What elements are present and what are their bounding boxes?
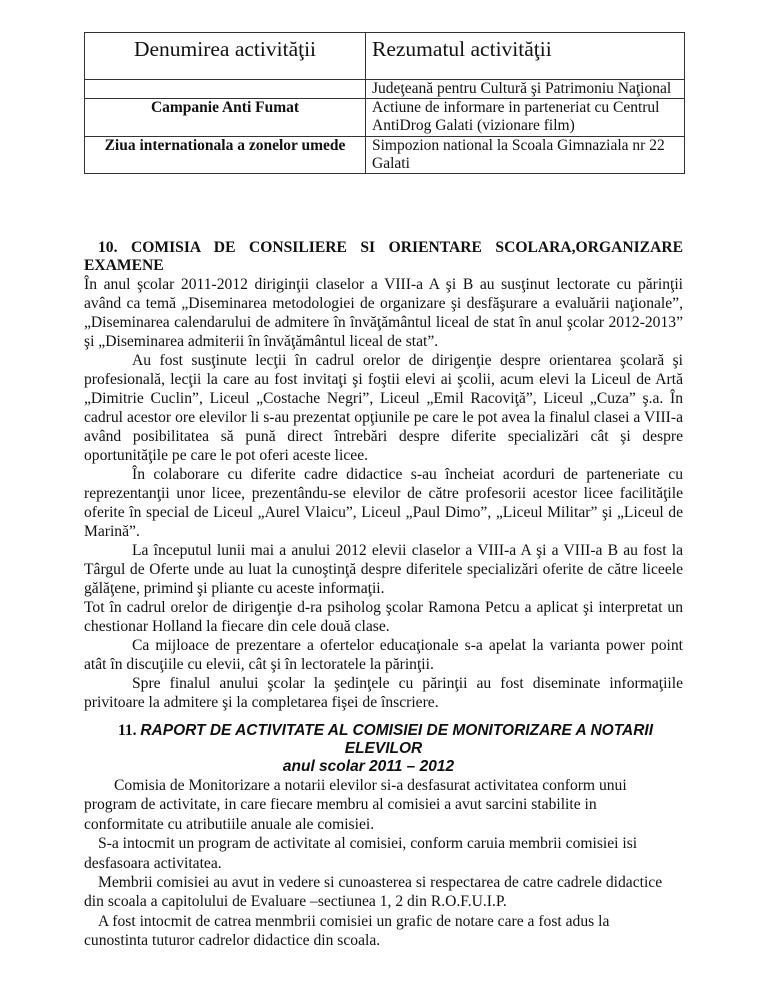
paragraph: Comisia de Monitorizare a notarii elevilor si-a desfasurat activitatea conform unui program de activitate, in care fiecare membru al comisiei a avut sarcini stabilite in conformitate cu atributiile anuale ale comisiei. [84, 777, 627, 833]
section-11-number: 11. [117, 722, 137, 739]
section-11-heading-line1: RAPORT DE ACTIVITATE AL COMISIEI DE MONITORIZARE A NOTARII [140, 722, 654, 739]
activity-name: Ziua internationala a zonelor umede [85, 137, 366, 174]
activity-summary: Judeţeană pentru Cultură şi Patrimoniu Naţional [366, 80, 685, 99]
section-11-heading-line3: anul scolar 2011 – 2012 [282, 758, 455, 775]
paragraph: În anul şcolar 2011-2012 diriginţii claselor a VIII-a A şi B au susţinut lectorate cu părinţii având ca temă „Diseminarea metodologiei de organizare şi desfăşurare a evaluării naţionale”, „Diseminarea calendarului de admitere în învăţământul liceal de stat în anul şcolar 2012-2013” şi „Diseminarea admiterii în învăţământul liceal de stat”. [84, 276, 683, 350]
table-row [85, 99, 685, 137]
section-11-body [84, 776, 669, 951]
paragraph: Ca mijloace de prezentare a ofertelor educaţionale s-a apelat la varianta power point atât în discuţiile cu elevii, cât şi în lectoratele la părinţii. [84, 637, 683, 673]
paragraph: Tot în cadrul orelor de dirigenţie d-ra psiholog şcolar Ramona Petcu a aplicat şi interpretat un chestionar Holland la fiecare din cele două clase. [84, 599, 683, 635]
activity-summary: Simpozion national la Scoala Gimnaziala nr 22 Galati [366, 137, 685, 174]
section-10 [84, 239, 683, 712]
paragraph: S-a intocmit un program de activitate al comisiei, conform caruia membrii comisiei isi desfasoara activitatea. [84, 835, 638, 872]
paragraph: A fost intocmit de catrea menmbrii comisiei un grafic de notare care a fost adus la cunostinta tuturor cadrelor didactice din scoala. [84, 912, 610, 950]
section-11 [84, 722, 683, 951]
header-activity-name: Denumirea activităţii [85, 33, 366, 80]
section-10-heading-line2: EXAMENE [84, 257, 164, 274]
table-row [85, 137, 685, 174]
activities-table [84, 32, 685, 174]
activity-name [85, 80, 366, 99]
paragraph: Membrii comisiei au avut in vedere si cunoasterea si respectarea de catre cadrele didactice din scoala a capitolului de Evaluare –sectiunea 1, 2 din R.O.F.U.I.P. [84, 874, 663, 911]
table-header-row [85, 33, 685, 80]
paragraph: Au fost susţinute lecţii în cadrul orelor de dirigenţie despre orientarea şcolară şi profesională, lecţii la care au fost invitaţi şi foştii elevi ai şcolii, acum elevi la Liceul de Artă „Dimitrie Cuclin”, Liceul „Costache Negri”, Liceul „Emil Racoviţă”, Liceul „Cuza” ş.a. În cadrul acestor ore elevilor li s-au prezentat opţiunile pe care le pot avea la finalul clasei a VIII-a având posibilitatea să pună direct întrebări despre diferite specializări cât şi despre oportunităţile pe care le pot oferi aceste licee. [84, 352, 683, 464]
section-11-heading-line2: ELEVILOR [344, 740, 423, 757]
paragraph: La începutul lunii mai a anului 2012 elevii claselor a VIII-a A şi a VIII-a B au fost la Târgul de Oferte unde au luat la cunoştinţă despre diferitele specializări oferite de către liceele gălăţene, primind şi pliante cu aceste informaţii. [84, 542, 683, 597]
section-11-heading [84, 722, 683, 776]
activity-name: Campanie Anti Fumat [85, 99, 366, 137]
section-10-heading [84, 239, 683, 275]
table-row [85, 80, 685, 99]
section-10-heading-line1: 10. COMISIA DE CONSILIERE SI ORIENTARE SCOLARA,ORGANIZARE [98, 239, 683, 256]
header-activity-summary: Rezumatul activităţii [366, 33, 685, 80]
paragraph: Spre finalul anului şcolar la şedinţele cu părinţii au fost diseminate informaţiile privitoare la admitere şi la completarea fişei de înscriere. [84, 675, 683, 711]
activity-summary: Actiune de informare in parteneriat cu Centrul AntiDrog Galati (vizionare film) [366, 99, 685, 137]
paragraph: În colaborare cu diferite cadre didactice s-au încheiat acorduri de parteneriate cu reprezentanţii unor licee, prezentându-se elevilor de către profesorii acestor licee facilităţile oferite în special de Liceul „Aurel Vlaicu”, Liceul „Paul Dimo”, „Liceul Militar” şi „Liceul de Marină”. [84, 466, 683, 540]
